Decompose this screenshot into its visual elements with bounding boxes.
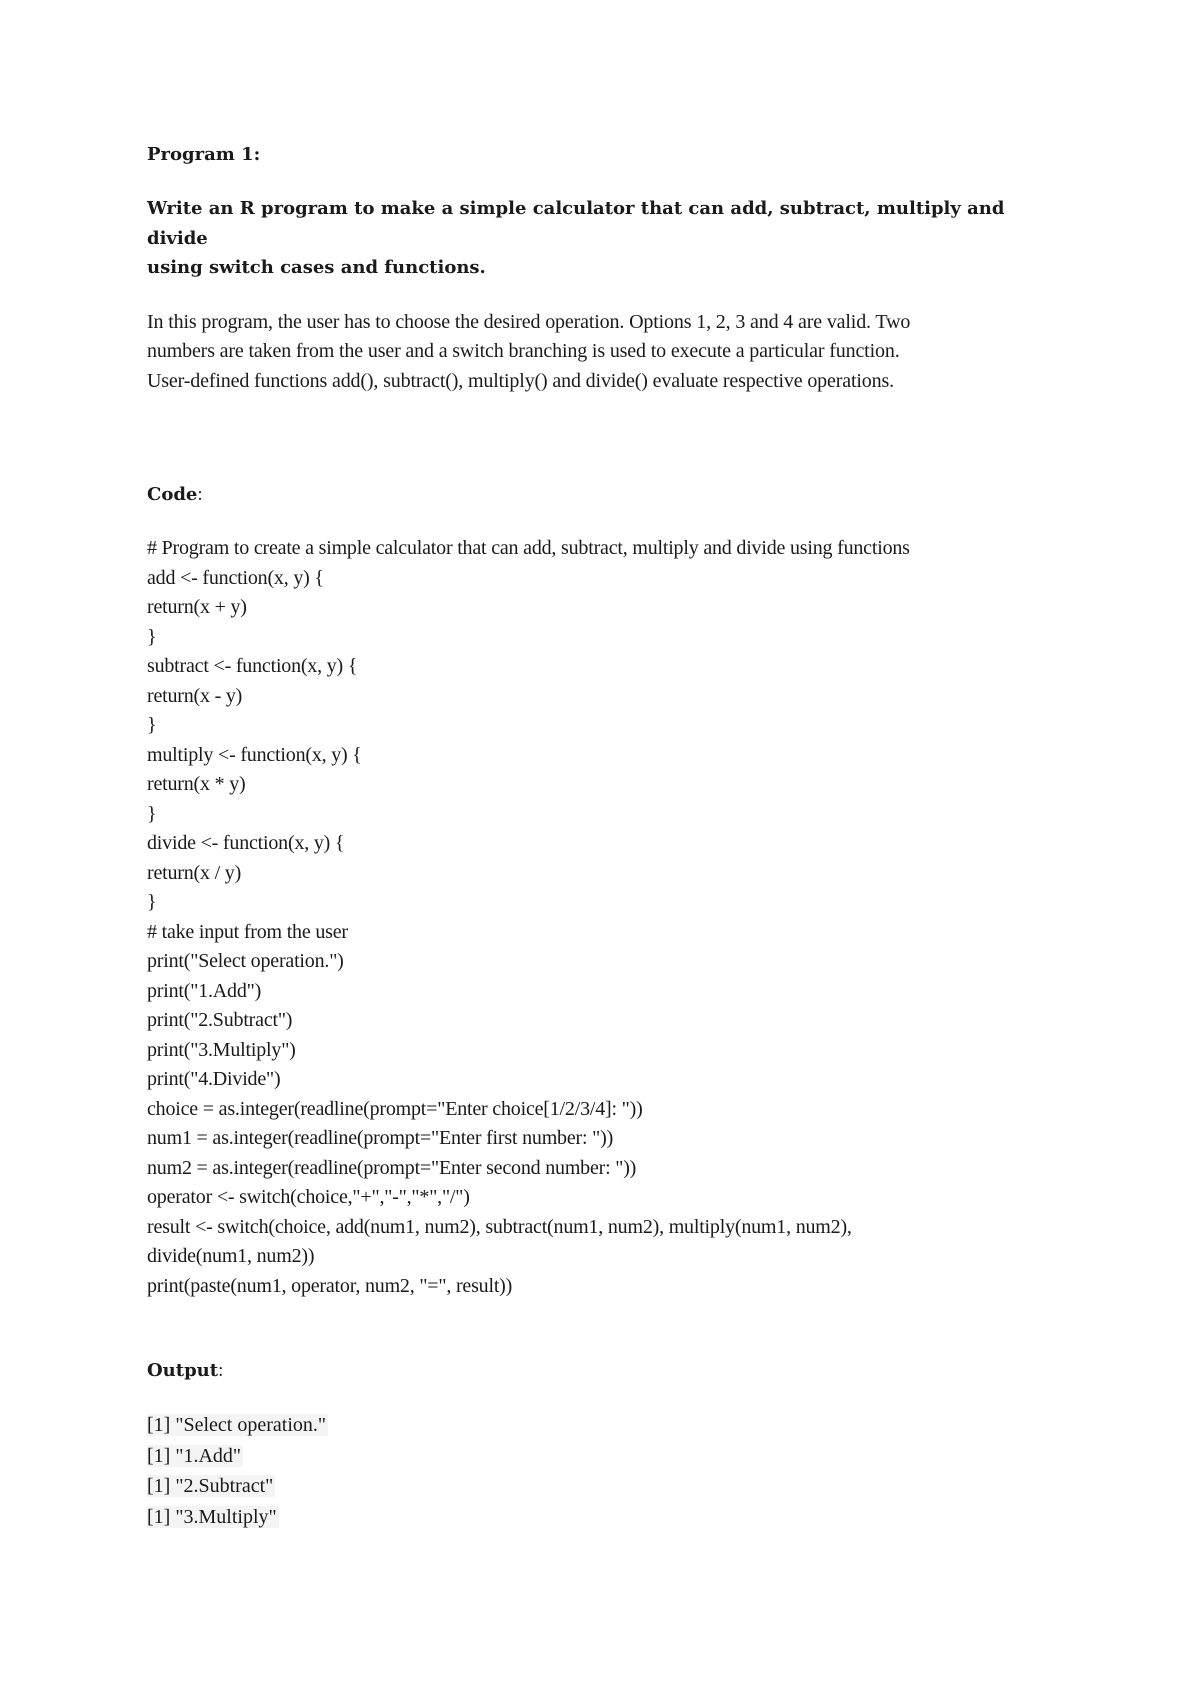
- code-line: # Program to create a simple calculator that can add, subtract, multiply and divide using functions: [147, 537, 910, 559]
- task-line: Write an R program to make a simple calculator that can add, subtract, multiply and divide: [147, 198, 1005, 249]
- code-line: num2 = as.integer(readline(prompt="Enter second number: ")): [147, 1156, 637, 1179]
- code-line: operator <- switch(choice,"+","-","*","/"): [147, 1186, 470, 1208]
- code-line: }: [147, 714, 157, 736]
- code-line: choice = as.integer(readline(prompt="Enter choice[1/2/3/4]: ")): [147, 1097, 643, 1120]
- output-heading-label: Output: [147, 1360, 219, 1381]
- description-line: User-defined functions add(), subtract(), multiply() and divide() evaluate respective operations.: [147, 369, 894, 392]
- description-line: numbers are taken from the user and a switch branching is used to execute a particular function.: [147, 340, 900, 362]
- description-line: In this program, the user has to choose the desired operation. Options 1, 2, 3 and 4 are valid. Two: [147, 310, 911, 333]
- code-line: print(paste(num1, operator, num2, "=", result)): [147, 1274, 513, 1297]
- code-line: return(x - y): [147, 684, 243, 707]
- code-line: print("3.Multiply"): [147, 1038, 296, 1061]
- code-line: subtract <- function(x, y) {: [147, 655, 358, 677]
- code-heading: [147, 480, 1047, 509]
- program-description: [147, 308, 1047, 397]
- task-statement: [147, 194, 1047, 283]
- output-line: [147, 1471, 1047, 1502]
- output-line: [147, 1441, 1047, 1472]
- code-line: print("4.Divide"): [147, 1068, 281, 1090]
- code-line: # take input from the user: [147, 920, 348, 943]
- code-line: return(x * y): [147, 773, 246, 795]
- code-block: [147, 534, 1047, 1301]
- output-line-text: [1] "1.Add": [147, 1444, 242, 1467]
- code-line: }: [147, 625, 157, 648]
- task-line: using switch cases and functions.: [147, 257, 486, 278]
- code-line: }: [147, 891, 157, 913]
- code-line: print("1.Add"): [147, 979, 262, 1002]
- code-line: num1 = as.integer(readline(prompt="Enter first number: ")): [147, 1127, 614, 1149]
- output-line: [147, 1502, 1047, 1533]
- code-line: }: [147, 802, 157, 825]
- code-line: return(x + y): [147, 596, 247, 618]
- code-line: divide(num1, num2)): [147, 1245, 315, 1267]
- output-heading-colon: :: [218, 1360, 224, 1381]
- output-heading: [147, 1356, 1047, 1385]
- code-heading-colon: :: [197, 484, 203, 505]
- code-line: print("2.Subtract"): [147, 1009, 293, 1031]
- code-line: print("Select operation."): [147, 950, 344, 972]
- code-line: divide <- function(x, y) {: [147, 832, 345, 854]
- output-line-text: [1] "Select operation.": [147, 1414, 327, 1436]
- output-line-text: [1] "3.Multiply": [147, 1505, 277, 1528]
- code-line: multiply <- function(x, y) {: [147, 743, 362, 766]
- code-line: add <- function(x, y) {: [147, 566, 324, 589]
- output-line: [147, 1410, 1047, 1441]
- document-page: [147, 140, 1047, 1532]
- code-line: return(x / y): [147, 861, 242, 884]
- output-block: [147, 1410, 1047, 1532]
- output-line-text: [1] "2.Subtract": [147, 1475, 274, 1497]
- code-heading-label: Code: [147, 484, 198, 505]
- code-line: result <- switch(choice, add(num1, num2), subtract(num1, num2), multiply(num1, num2),: [147, 1215, 852, 1238]
- program-heading: Program 1:: [147, 144, 261, 165]
